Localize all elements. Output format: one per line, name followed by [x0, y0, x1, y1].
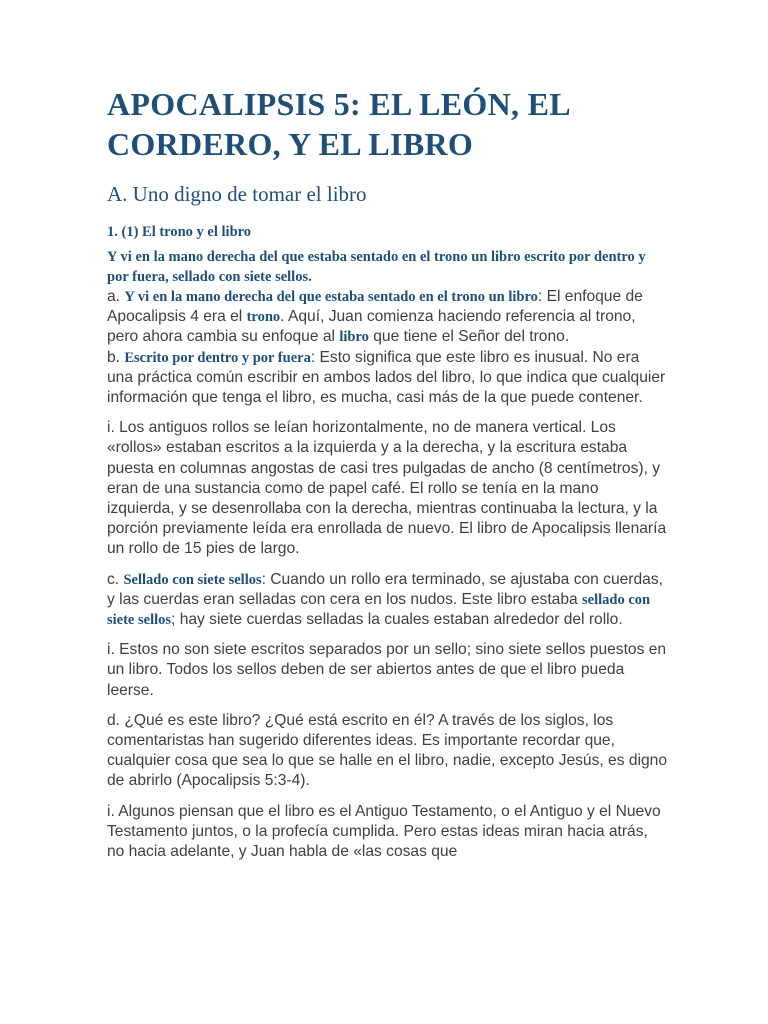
paragraph-b-prefix: b. — [107, 348, 125, 366]
paragraph-a — [107, 287, 668, 348]
paragraph-a-text-2: . Aquí, Juan comienza haciendo referencia al trono, pero ahora cambia su enfoque al — [107, 308, 636, 346]
keyword-libro: libro — [339, 329, 369, 346]
paragraph-b-text: : Esto significa que este libro es inusual. No era una práctica común escribir en ambos lados del libro, lo que indica que cualquier información que tenga el libro, es mucha, casi más de la que puede contener. — [107, 348, 666, 407]
paragraph-d: d. ¿Qué es este libro? ¿Qué está escrito en él? A través de los siglos, los comentaristas han sugerido diferentes ideas. Es importante recordar que, cualquier cosa que sea lo que se halle en el libro, nadie, excepto Jesús, es digno de abrirlo (Apocalipsis 5:3-4). — [107, 711, 668, 790]
paragraph-a-key-phrase: Y vi en la mano derecha del que estaba sentado en el trono un libro — [124, 289, 538, 305]
paragraph-b — [107, 348, 668, 409]
paragraph-a-prefix: a. — [107, 288, 125, 305]
keyword-trono: trono — [246, 309, 281, 326]
keyword-sellado: sellado con siete sellos — [107, 591, 651, 629]
paragraph-c-text-2: ; hay siete cuerdas selladas la cuales estaban alrededor del rollo. — [171, 611, 623, 629]
paragraph-c-key-phrase: Sellado con siete sellos — [123, 571, 262, 588]
paragraph-b-key-phrase: Escrito por dentro y por fuera — [124, 349, 311, 366]
paragraph-a-text-3: que tiene el Señor del trono. — [368, 328, 570, 346]
paragraph-c — [107, 570, 668, 631]
paragraph-c-note: i. Estos no son siete escritos separados por un sello; sino siete sellos puestos en un libro. Todos los sellos deben de ser abiertos antes de que el libro pueda leerse. — [107, 641, 667, 699]
paragraph-b-note: i. Los antiguos rollos se leían horizontalmente, no de manera vertical. Los «rollos» estaban escritos a la izquierda y a la derecha, y la escritura estaba puesta en columnas angostas de casi tres pulgadas de ancho (8 centímetros), y eran de una sustancia como de papel café. El rollo se tenía en la mano izquierda, y se desenrollaba con la derecha, mientras continuaba la lectura, y la porción previamente leída era enrollada de nuevo. El libro de Apocalipsis llenaría un rollo de 15 pies de largo. — [107, 419, 667, 558]
paragraph-a-text-1: : El enfoque de Apocalipsis 4 era el — [107, 288, 643, 326]
subsection-heading: 1. (1) El trono y el libro — [107, 224, 252, 240]
paragraph-c-prefix: c. — [107, 570, 124, 588]
paragraph-d-note: i. Algunos piensan que el libro es el Antiguo Testamento, o el Antiguo y el Nuevo Testamento juntos, o la profecía cumplida. Pero estas ideas miran hacia atrás, no hacia adelante, y Juan habla de «las cosas que — [107, 802, 661, 861]
scripture-verse: Y vi en la mano derecha del que estaba sentado en el trono un libro escrito por dentro y por fuera, sellado con siete sellos. — [107, 249, 646, 285]
section-heading: A. Uno digno de tomar el libro — [107, 182, 367, 206]
paragraph-c-text-1: : Cuando un rollo era terminado, se ajustaba con cuerdas, y las cuerdas eran selladas con cera en los nudos. Este libro estaba — [107, 570, 663, 608]
page-title: APOCALIPSIS 5: EL LEÓN, EL CORDERO, Y EL LIBRO — [107, 86, 570, 162]
